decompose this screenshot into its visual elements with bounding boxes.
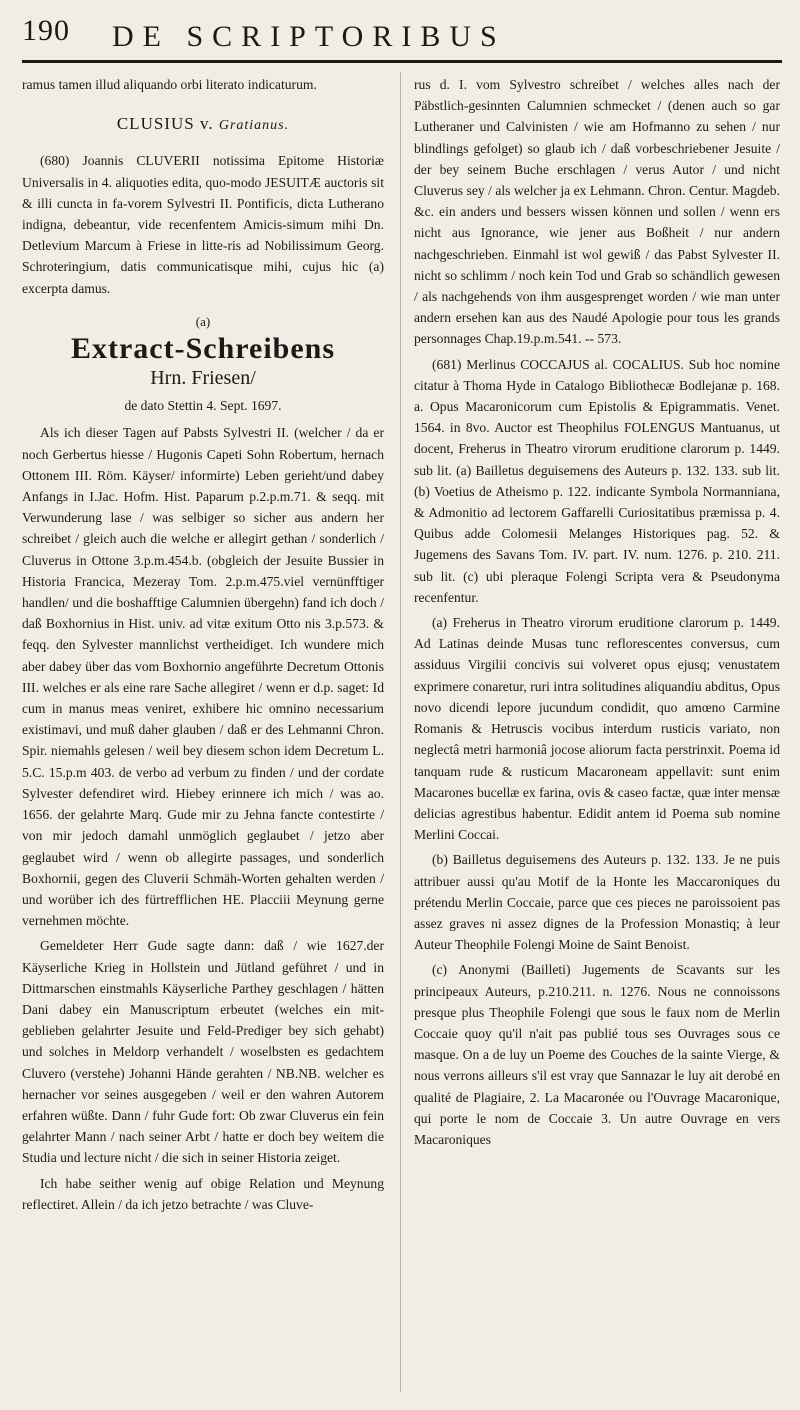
- page-number: 190: [22, 14, 70, 47]
- left-column: [22, 74, 384, 1219]
- header-rule: [22, 60, 782, 63]
- left-opening-text: ramus tamen illud aliquando orbi literato indicaturum.: [22, 77, 317, 92]
- extract-title: Extract-Schreibens: [70, 332, 336, 366]
- letter-continuation: rus d. I. vom Sylvestro schreibet / welches alles nach der Päbstlich-gesinnten Calumnien schmecket / (denen auch so gar Lutheraner und Calvinisten / wie am Hofmanno zu sehen / nur blindlings gefolget) so glaub ich / daß vorbeschriebener Jesuite / der bey seinem Buche erschlagen / verus Autor / und nicht Cluverus sey / als welcher ja ex Lehmann. Chron. Centur. Magdeb. &c. ein anders und bessers wissen können und sollen / wenn ers nicht aus Ignorance, wie jener aus Boßheit / nur andern nachgeschrieben. Einmahl ist wol gewiß / das Pabst Sylvester II. nicht so schlimm / noch kein Tod und Grab so schändlich gewesen / als nachgehends von ihm ausgesprenget worden / wie man unter andern ersehen kan aus des Naudé Apologie pour tous les grands personnages Chap.19.p.m.541. -- 573.: [414, 77, 780, 347]
- footnote-marker-a: (a): [195, 313, 211, 329]
- footnote-b: (b) Bailletus deguisemens des Auteurs p. 132. 133. Je ne puis attribuer aussi qu'au Motif de la Honte les Maccaroniques du prétendu Merlin Coccaie, parce que ces pieces ne paroissoient pas assez graves ni assez dignes de la Profession Monastiq; à leur Auteur Theophile Folengi Moine de Saint Benoist.: [414, 852, 780, 953]
- section-heading: [22, 113, 384, 136]
- extract-dateline: de dato Stettin 4. Sept. 1697.: [124, 398, 282, 414]
- letter-paragraph-2: Gemeldeter Herr Gude sagte dann: daß / wie 1627.der Käyserliche Krieg in Hollstein und Jütland geführet / und in Dittmarschen einstmahls Käyserliche Parthey geschlagen / hätten Dani dabey ein Manuscriptum erbeutet (welches ein mit-geblieben gelahrter Jesuite und Feld-Prediger bey sich gehabt) und solches in Meldorp verhandelt / woselbsten es gedachtem Cluvero (verstehe) Johanni Hände gerahten / NB.NB. welcher es hernacher vor seines ausgegeben / weil er den wahren Autorem erfahren wüßte. Dann / fuhr Gude fort: Ob zwar Cluverus ein fein gelahrter Mann / nach seiner Arbt / hatte er doch bey weitem die Studia und lecture nicht / die sich in seiner Historia zeiget.: [22, 938, 384, 1166]
- section-heading-name: CLUSIUS v.: [116, 114, 214, 134]
- note-680: (680) Joannis CLUVERII notissima Epitome Historiæ Universalis in 4. aliquoties edita, quo-modo JESUITÆ auctoris sit & illi cuncta in fa-vorem Sylvestri II. Pontificis, dicta Lutherano indigna, debeantur, vide recenfentem Amicis-simum mihi Dn. Detlevium Marcum à Friese in litte-ris ad Nobilissimum Georg. Schroteringium, datis communicatisque mihi, cujus hic (a) excerpta damus.: [22, 153, 384, 296]
- section-heading-italic: Gratianus.: [218, 118, 290, 134]
- running-title: DE SCRIPTORIBUS: [112, 20, 506, 53]
- note-681: (681) Merlinus COCCAJUS al. COCALIUS. Sub hoc nomine citatur à Thoma Hyde in Catalogo Bibliothecæ Bodlejanæ p. 168. a. Opus Macaronicorum cum Epistolis & Epigrammatis. Venet. 1564. in 8vo. Auctor est Theophilus FOLENGUS Mantuanus, ut docent, Freherus in Theatro virorum eruditione clarorum p. 1449. sub lit. (a) Bailletus deguisemens des Auteurs p. 132. 133. sub lit. (b) Voetius de Atheismo p. 122. indicante Symbola Normanniana, & Admonitio ad lectorem Gaffarelli Curiositatibus præmissa p. 4. Quibus adde Colomesii Melanges Historiques pag. 52. & Jugemens des Savans Tom. IV. part. IV. num. 1276. p. 210. 211. sub lit. (c) ubi pleraque Folengi Scripta vera & Pseudonyma recenfentur.: [414, 356, 780, 605]
- letter-paragraph-3: Ich habe seither wenig auf obige Relation und Meynung reflectiret. Allein / da ich jetzo betrachte / was Cluve-: [22, 1175, 384, 1212]
- column-divider: [400, 72, 401, 1392]
- letter-paragraph-1: Als ich dieser Tagen auf Pabsts Sylvestri II. (welcher / da er noch Gerbertus hiesse / Hugonis Capeti Sohn Robertum, hernach Ottonem III. Röm. Käyser/ informirte) Leben gerieht/und dabey Anfangs in I.Jac. Hofm. Hist. Paparum p.2.p.m.71. & seqq. mit Verwunderung lase / was selbiger so sicher aus andern her schreibet / gleich auch die welche er allegirt gethan / sonderlich / Cluverus in Ottone 3.p.m.454.b. (obgleich der Jesuite Bussier in Historia Francica, Mezeray Tom. 2.p.m.475.viel vernünfftiger handlen/ und die boshafftige Calumnien übergehn) fand ich doch / daß Boxhornius in Hist. univ. ad vitæ exitum Otto nis 3.p.573. & feqq. den Sylvester mannlichst vertheidiget. Ich wundere mich aber dabey über das vom Boxhornio angeführte Decretum Ottonis III. welches er als eine rare Sache allegiret / wenn er d.p. saget: Id cum in manus meas veniret, exhibere hic omnino necessarium existimavi, und muß daher glauben / daß er des Lehmanni Chron. Spir. niemahls gelesen / weil bey diesem schon idem Decretum L. 5.C. 15.p.m 403. de verbo ad verbum zu finden / und der cordate Sylvester defendiret wird. Hiebey erinnere ich mich / was ao. 1656. der gelahrte Marq. Gude mir zu Jehna fancte contestirte / von mir jedoch damahl unmöglich geglaubet / jetzo aber geglaubet wird / wenn ob allegirte passages, und sonderlich Boxhornii, gegen des Cluverii Schmäh-Worten gehalten werden / und worüber ich des fürtrefflichen HE. Placciii Meynung gerne vernehmen möchte.: [22, 425, 384, 929]
- right-column: [414, 74, 780, 1154]
- page-header: [22, 14, 782, 66]
- footnote-a: (a) Freherus in Theatro virorum eruditione clarorum p. 1449. Ad Latinas deinde Musas tunc reflorescentes conversus, cum assiduus Virgilii concivis sui volveret opus ejusq; venustatem exprimere conaretur, ruri intra solitudines aliquandiu abditus, Opus novo dicendi lepore jucundum condidit, quo amœno Carmine Romanis & Hetruscis vocibus interdum rusticis variato, non neglectâ metri harmoniâ jocose aliorum facta perstrinxit. Poema id tanquam rude & rusticum Macaroneam appellavit: sunt enim Macarones bucellæ ex farina, ovis & caseo factæ, quæ inter mensæ delicias agrestibus habentur. Edidit antem id Poema sub nomine Merlini Coccai.: [414, 615, 780, 843]
- footnote-c: (c) Anonymi (Bailleti) Jugements de Scavants sur les principeaux Auteurs, p.210.211. n. 1276. Nous ne connoissons presque plus Theophile Folengi que sous le faux nom de Merlin Coccaie quoy qu'il n'ait pas publié tous ses Ouvrages sous ce masque. On a de luy un Poeme des Couches de la sainte Vierge, & nous verrons ailleurs s'il est vray que Sannazar le luy ait derobé en qualité de Plagiaire, 2. La Macaronée ou l'Ouvrage Macaronique, qui porte le nom de Coccaie 3. Un autre Ouvrage en vers Macaroniques: [414, 962, 780, 1147]
- extract-subtitle: Hrn. Friesen/: [150, 367, 256, 390]
